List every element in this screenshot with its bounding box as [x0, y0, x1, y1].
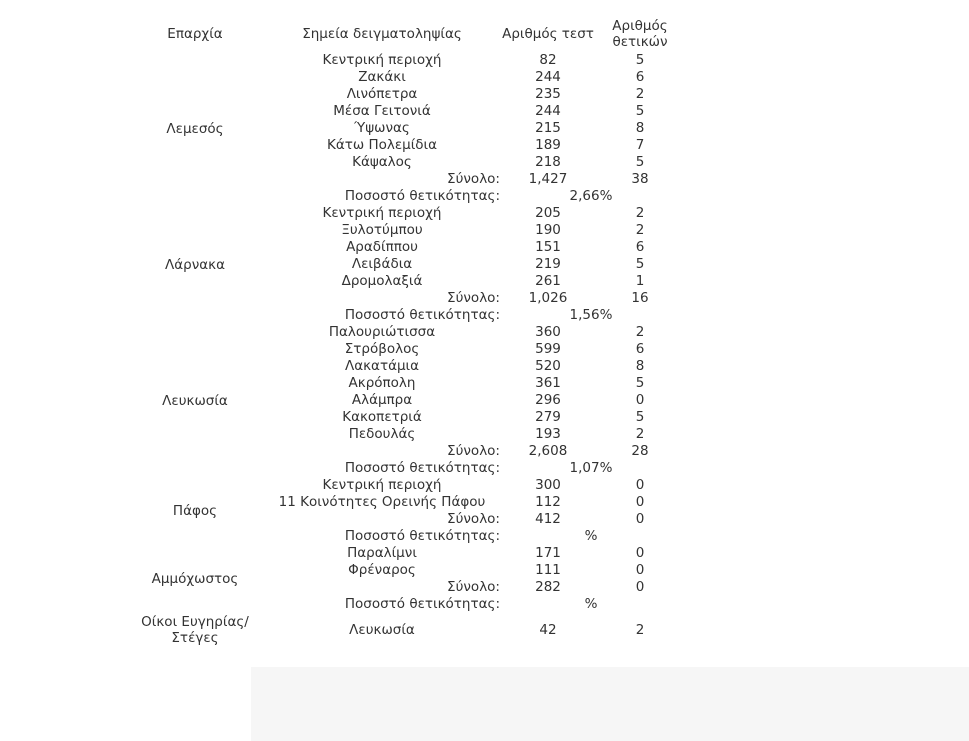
site-name: Παραλίμνι [347, 545, 417, 561]
positivity-label: Ποσοστό θετικότητας: [344, 460, 500, 476]
positives-count: 0 [635, 562, 645, 578]
header-site: Σημεία δειγματοληψίας [302, 26, 462, 42]
site-name: Κακοπετριά [342, 409, 422, 425]
positives-count: 2 [635, 426, 645, 442]
positives-count: 7 [635, 137, 645, 153]
positivity-row [0, 528, 969, 545]
table-row [0, 477, 969, 494]
tests-count: 361 [535, 375, 561, 391]
total-positives: 28 [631, 443, 649, 459]
tests-count: 300 [535, 477, 561, 493]
region-name: Αμμόχωστος [151, 571, 239, 587]
total-tests: 412 [535, 511, 561, 527]
table-row [0, 205, 969, 222]
positives-count: 8 [635, 120, 645, 136]
positives-count: 5 [635, 256, 645, 272]
positives-count: 6 [635, 69, 645, 85]
positivity-row [0, 307, 969, 324]
positives-count: 2 [635, 324, 645, 340]
total-label: Σύνολο: [447, 579, 500, 595]
positivity-label: Ποσοστό θετικότητας: [344, 596, 500, 612]
positivity-row [0, 188, 969, 205]
region-name: Λεμεσός [166, 120, 224, 137]
site-name: Κεντρική περιοχή [322, 205, 442, 221]
positivity-row [0, 460, 969, 477]
tests-count: 190 [535, 222, 561, 238]
tests-count: 218 [535, 154, 561, 170]
site-name: Αλάμπρα [351, 392, 413, 408]
tests-count: 151 [535, 239, 561, 255]
tests-count: 111 [535, 562, 561, 578]
positives-count: 2 [635, 86, 645, 102]
header-positives-line1: Αριθμός [612, 18, 668, 34]
tests-count: 171 [535, 545, 561, 561]
header-positives-line2: θετικών [612, 34, 668, 50]
table-row [0, 103, 969, 120]
site-name: Ζακάκι [358, 69, 406, 85]
site-name: Ακρόπολη [348, 375, 416, 391]
tests-count: 235 [535, 86, 561, 102]
header-positives [600, 18, 680, 50]
site-name: Λακατάμια [344, 358, 420, 374]
site-name: Λευκωσία [349, 622, 415, 638]
positivity-label: Ποσοστό θετικότητας: [344, 528, 500, 544]
positives-count: 5 [635, 375, 645, 391]
site-name: Λινόπετρα [346, 86, 418, 102]
table-row [0, 154, 969, 171]
total-tests: 282 [535, 579, 561, 595]
total-positives: 0 [635, 511, 645, 527]
tests-count: 520 [535, 358, 561, 374]
tests-count: 261 [535, 273, 561, 289]
total-label: Σύνολο: [447, 290, 500, 306]
table-row [0, 341, 969, 358]
table-row [0, 69, 969, 86]
total-label: Σύνολο: [447, 443, 500, 459]
table-row [0, 409, 969, 426]
table-row [0, 222, 969, 239]
positives-count: 5 [635, 154, 645, 170]
tests-count: 42 [539, 622, 557, 638]
site-name: Παλουριώτισσα [328, 324, 436, 340]
positives-count: 5 [635, 409, 645, 425]
positivity-label: Ποσοστό θετικότητας: [344, 188, 500, 204]
site-name: Στρόβολος [344, 341, 420, 357]
table-row [0, 324, 969, 341]
site-name: Λειβάδια [351, 256, 413, 272]
positivity-rate: % [584, 596, 598, 612]
region-name [135, 614, 255, 646]
positivity-label: Ποσοστό θετικότητας: [344, 307, 500, 323]
positives-count: 2 [635, 222, 645, 238]
tests-count: 599 [535, 341, 561, 357]
table-row [0, 239, 969, 256]
table-row [0, 86, 969, 103]
site-name: Πεδουλάς [348, 426, 416, 442]
positivity-row [0, 596, 969, 613]
total-positives: 16 [631, 290, 649, 306]
total-positives: 0 [635, 579, 645, 595]
positivity-rate: 1,56% [569, 307, 613, 323]
positives-count: 2 [635, 622, 645, 638]
tests-count: 112 [535, 494, 561, 510]
site-name: Μέσα Γειτονιά [333, 103, 431, 119]
region-name: Λευκωσία [162, 392, 228, 409]
positives-count: 6 [635, 341, 645, 357]
total-positives: 38 [631, 171, 649, 187]
total-label: Σύνολο: [447, 511, 500, 527]
site-name: Ξυλοτύμπου [341, 222, 423, 238]
positives-count: 0 [635, 494, 645, 510]
table-row [0, 545, 969, 562]
table-row [0, 375, 969, 392]
tests-count: 360 [535, 324, 561, 340]
region-name: Λάρνακα [165, 256, 225, 273]
total-tests: 1,427 [528, 171, 568, 187]
tests-count: 279 [535, 409, 561, 425]
table-row [0, 52, 969, 69]
total-tests: 2,608 [528, 443, 568, 459]
positivity-rate: 1,07% [569, 460, 613, 476]
total-row [0, 443, 969, 460]
positives-count: 6 [635, 239, 645, 255]
positives-count: 0 [635, 477, 645, 493]
site-name: Φρέναρος [348, 562, 416, 578]
positives-count: 0 [635, 392, 645, 408]
positives-count: 2 [635, 205, 645, 221]
positivity-rate: 2,66% [569, 188, 613, 204]
tests-count: 193 [535, 426, 561, 442]
total-row [0, 171, 969, 188]
region-name: Πάφος [172, 503, 218, 519]
total-tests: 1,026 [528, 290, 568, 306]
tests-count: 82 [539, 52, 557, 68]
tests-count: 244 [535, 103, 561, 119]
site-name: Κεντρική περιοχή [322, 52, 442, 68]
site-name: Δρομολαξιά [341, 273, 423, 289]
positives-count: 1 [635, 273, 645, 289]
site-name: Ύψωνας [354, 120, 410, 136]
site-name: Αραδίππου [346, 239, 418, 255]
tests-count: 205 [535, 205, 561, 221]
header-tests: Αριθμός τεστ [502, 26, 594, 42]
positives-count: 0 [635, 545, 645, 561]
positivity-rate: % [584, 528, 598, 544]
site-name: 11 Κοινότητες Ορεινής Πάφου [278, 494, 486, 510]
region-name-line: Στέγες [171, 630, 219, 646]
site-name: Κάτω Πολεμίδια [326, 137, 438, 153]
positives-count: 8 [635, 358, 645, 374]
header-region: Επαρχία [167, 26, 223, 42]
total-label: Σύνολο: [447, 171, 500, 187]
tests-count: 296 [535, 392, 561, 408]
table-row [0, 137, 969, 154]
positives-count: 5 [635, 103, 645, 119]
positives-count: 5 [635, 52, 645, 68]
site-name: Κεντρική περιοχή [322, 477, 442, 493]
table-row [0, 426, 969, 443]
table-row [0, 358, 969, 375]
table-row [0, 273, 969, 290]
tests-count: 189 [535, 137, 561, 153]
region-name-line: Οίκοι Ευγηρίας/ [141, 614, 249, 630]
tests-count: 219 [535, 256, 561, 272]
tests-count: 215 [535, 120, 561, 136]
site-name: Κάψαλος [352, 154, 412, 170]
bottom-panel [251, 667, 969, 741]
tests-count: 244 [535, 69, 561, 85]
total-row [0, 290, 969, 307]
